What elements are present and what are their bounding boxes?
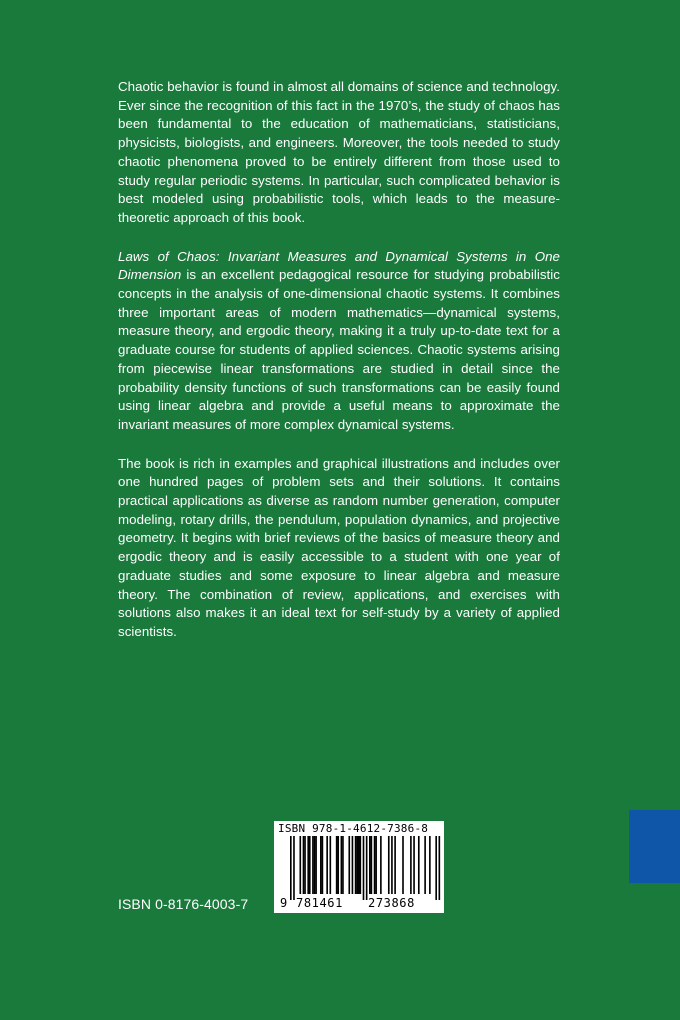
- barcode-bar: [307, 836, 309, 894]
- barcode-bar: [418, 836, 420, 894]
- barcode-bar: [374, 836, 376, 894]
- barcode-lead-digit: 9: [280, 896, 288, 910]
- barcode-bar: [356, 836, 358, 894]
- barcode-bar: [380, 836, 382, 894]
- barcode-bar: [369, 836, 371, 894]
- barcode-bar: [348, 836, 350, 894]
- paragraph-features: The book is rich in examples and graphical illustrations and includes over one hundred pages of problem sets and their solutions. It contains practical applications as diverse as random number generation, computer modeling, rotary drills, the pendulum, population dynamics, and projective geometry. It begins with brief reviews of the basics of measure theory and ergodic theory and is easily accessible to a student with one year of graduate studies and some exposure to linear algebra and measure theory. The combination of review, applications, and exercises with solutions also makes it an ideal text for self-study by a variety of applied scientists.: [118, 455, 560, 639]
- barcode-bar: [322, 836, 324, 894]
- barcode-bar: [303, 836, 305, 894]
- barcode-bar: [337, 836, 339, 894]
- barcode-bar: [363, 836, 365, 900]
- barcode-bar: [388, 836, 390, 894]
- barcode-bar: [320, 836, 322, 894]
- barcode-bar: [293, 836, 295, 900]
- back-cover-text: [118, 78, 560, 662]
- barcode-bar: [336, 836, 338, 894]
- barcode-bar: [352, 836, 354, 894]
- barcode-bar: [326, 836, 328, 894]
- paragraph-intro: Chaotic behavior is found in almost all domains of science and technology. Ever since the recognition of this fact in the 1970’s, the study of chaos has been fundamental to the education of mathematicians, statisticians, physicists, biologists, and engineers. Moreover, the tools needed to study chaotic phenomena proved to be entirely different from those used to study regular periodic systems. In particular, such complicated behavior is best modeled using probabilistic tools, which leads to the measure-theoretic approach of this book.: [118, 79, 560, 225]
- book-title: Laws of Chaos: Invariant Measures and Dynamical Systems in One Dimension: [118, 248, 560, 283]
- barcode-bar: [435, 836, 437, 900]
- barcode-bar: [358, 836, 360, 894]
- barcode-block: [274, 821, 444, 913]
- barcode-bar: [355, 836, 357, 894]
- barcode-bar: [366, 836, 368, 900]
- barcode-digits-right: 273868: [368, 896, 415, 910]
- barcode-bar: [342, 836, 344, 894]
- barcode-bar: [394, 836, 396, 894]
- barcode-bar: [371, 836, 373, 894]
- barcode-bar: [304, 836, 306, 894]
- barcode-bar: [341, 836, 343, 894]
- barcode-bar: [309, 836, 311, 894]
- barcode-bar: [299, 836, 301, 894]
- barcode-bar: [330, 836, 332, 894]
- barcode-bar: [413, 836, 415, 894]
- barcode-bar: [391, 836, 393, 894]
- barcode-bar: [424, 836, 426, 894]
- isbn-print-number: ISBN 0-8176-4003-7: [118, 896, 249, 912]
- barcode-bar: [375, 836, 377, 894]
- barcode-bar: [290, 836, 292, 900]
- barcode-bar: [360, 836, 362, 894]
- barcode-bar: [439, 836, 441, 900]
- barcode-bar: [314, 836, 316, 894]
- barcode-isbn-label: ISBN 978-1-4612-7386-8: [278, 822, 429, 835]
- barcode-bar: [402, 836, 404, 894]
- barcode-bar: [315, 836, 317, 894]
- barcode-bar: [429, 836, 431, 894]
- paragraph-description: [118, 248, 560, 435]
- barcode-bar: [410, 836, 412, 894]
- paragraph-description-body: is an excellent pedagogical resource for studying probabilistic concepts in the analysis of one-dimensional chaotic systems. It combines three important areas of modern mathematics—dynamical systems, measure theory, and ergodic theory, making it a truly up-to-date text for a graduate course for students of applied sciences. Chaotic systems arising from piecewise linear transformations are studied in detail since the probability density functions of such transformations can be easily found using linear algebra and provide a useful means to approximate the invariant measures of more complex dynamical systems.: [118, 267, 560, 432]
- blue-accent-tab: [629, 810, 680, 883]
- barcode-bar: [312, 836, 314, 894]
- barcode-digits-left: 781461: [296, 896, 343, 910]
